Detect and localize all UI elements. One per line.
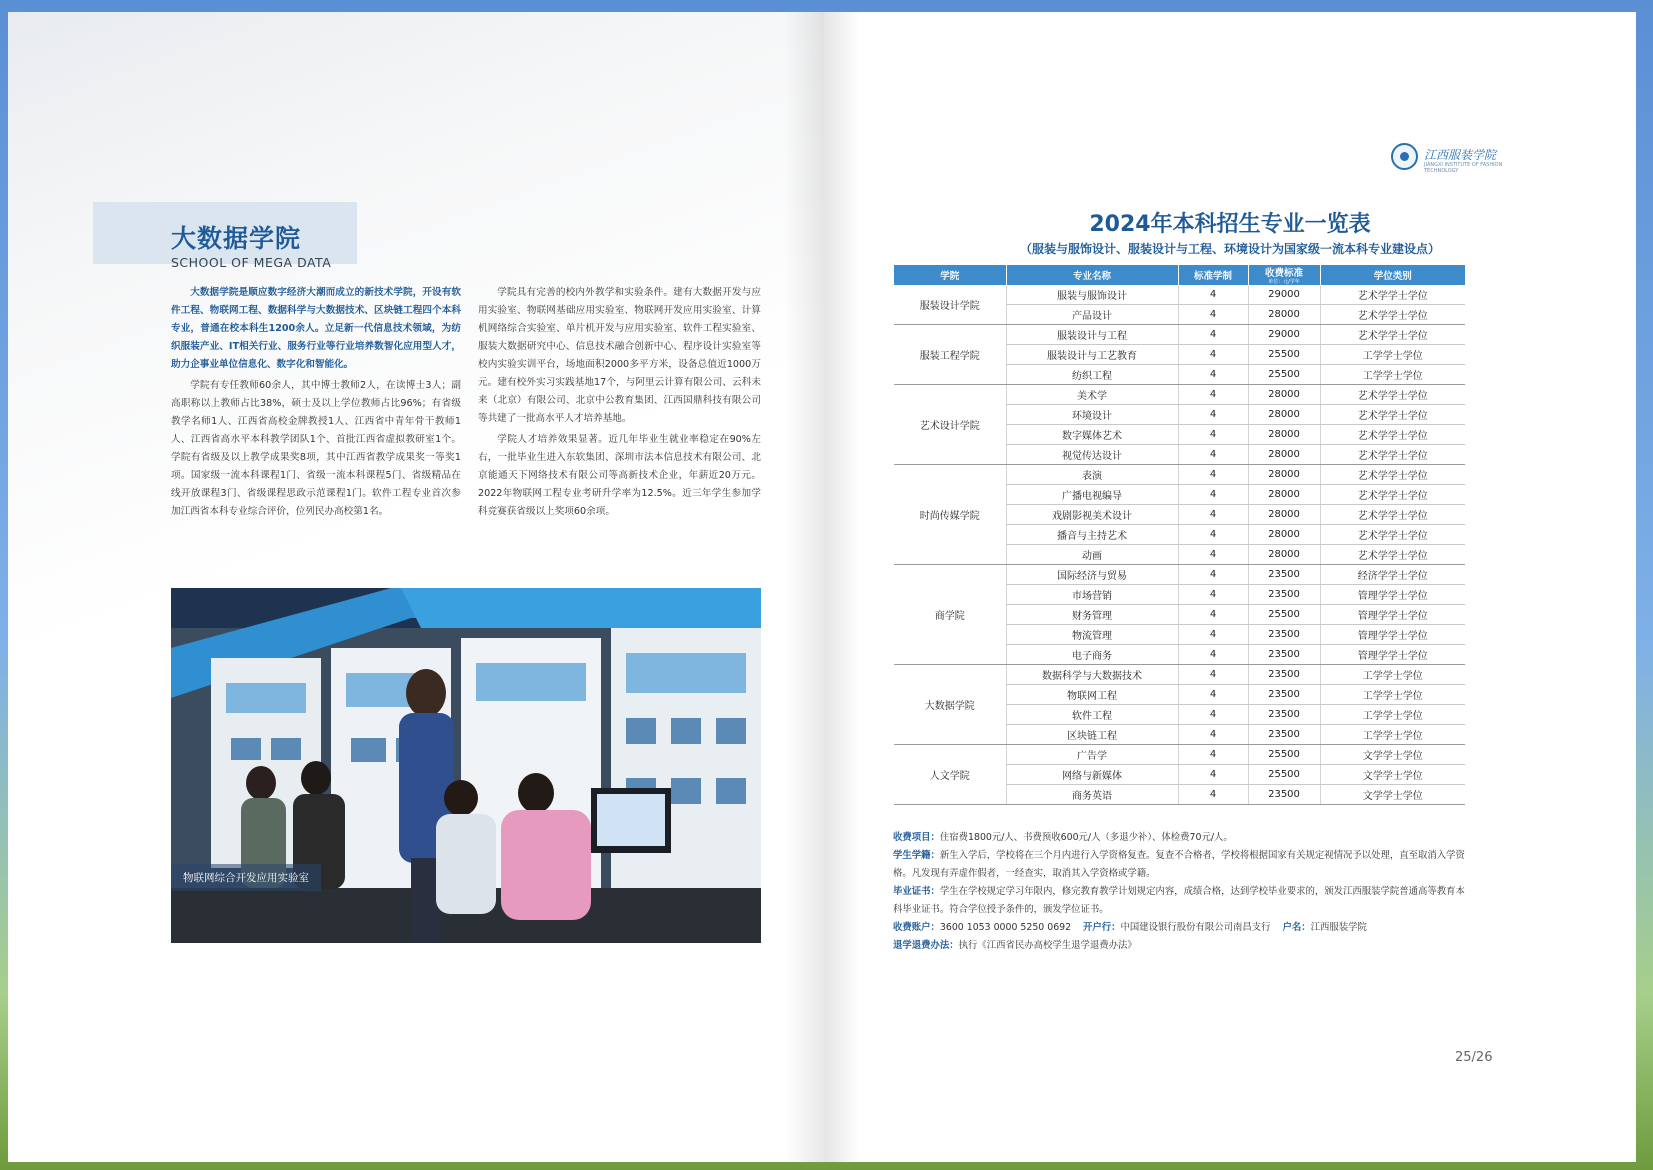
table-body: [894, 285, 1465, 805]
fee-cell: 23500: [1248, 725, 1320, 745]
fee-cell: 29000: [1248, 325, 1320, 345]
major-cell: 纺织工程: [1006, 365, 1178, 385]
note-refund: 退学退费办法：执行《江西省民办高校学生退学退费办法》: [893, 940, 1137, 951]
fee-cell: 25500: [1248, 365, 1320, 385]
major-cell: 物联网工程: [1006, 685, 1178, 705]
table-row: [894, 385, 1465, 405]
photo-caption: 物联网综合开发应用实验室: [171, 864, 321, 891]
faculty-paragraph: 学院有专任教师60余人，其中博士教师2人，在读博士3人；副高职称以上教师占比38%，硕士及以上学位教师占比96%；有省级教学名师1人、江西省高校金牌教授1人、江西省中青年骨干教师1人、江西省高水平本科教学团队1个、首批江西省虚拟教研室1个。学院有省级及以上教学成果奖8项，其中江西省教学成果奖一等奖1项。国家级一流本科课程1门、省级一流本科课程5门、省级精品在线开放课程3门、省级课程思政示范课程1门。软件工程专业首次参加江西省本科专业综合评价，位列民办高校第1名。: [171, 380, 461, 517]
fee-cell: 23500: [1248, 645, 1320, 665]
fee-cell: 28000: [1248, 525, 1320, 545]
table-row: [894, 465, 1465, 485]
header-duration: 标准学制: [1178, 265, 1248, 285]
college-cell: 服装工程学院: [894, 325, 1006, 385]
college-logo: [1391, 143, 1511, 173]
duration-cell: 4: [1178, 525, 1248, 545]
degree-cell: 艺术学学士学位: [1320, 405, 1465, 425]
degree-cell: 工学学士学位: [1320, 665, 1465, 685]
degree-cell: 艺术学学士学位: [1320, 545, 1465, 565]
fee-cell: 25500: [1248, 345, 1320, 365]
fee-cell: 28000: [1248, 545, 1320, 565]
degree-cell: 艺术学学士学位: [1320, 525, 1465, 545]
duration-cell: 4: [1178, 365, 1248, 385]
header-degree: 学位类别: [1320, 265, 1465, 285]
college-cell: 服装设计学院: [894, 285, 1006, 325]
fee-cell: 25500: [1248, 765, 1320, 785]
fee-cell: 23500: [1248, 685, 1320, 705]
left-page: [8, 12, 824, 1162]
text-column-2: [478, 284, 761, 524]
degree-cell: 艺术学学士学位: [1320, 425, 1465, 445]
major-cell: 环境设计: [1006, 405, 1178, 425]
right-page: [824, 12, 1636, 1162]
duration-cell: 4: [1178, 345, 1248, 365]
header-fee-unit: 单位：元/学年: [1268, 279, 1300, 285]
fee-cell: 23500: [1248, 585, 1320, 605]
table-row: [894, 745, 1465, 765]
major-cell: 服装与服饰设计: [1006, 285, 1178, 305]
degree-cell: 文学学士学位: [1320, 765, 1465, 785]
gutter-shadow: [784, 12, 824, 1162]
duration-cell: 4: [1178, 705, 1248, 725]
duration-cell: 4: [1178, 425, 1248, 445]
duration-cell: 4: [1178, 625, 1248, 645]
major-cell: 美术学: [1006, 385, 1178, 405]
outcomes-paragraph: 学院人才培养效果显著。近几年毕业生就业率稳定在90%左右，一批毕业生进入东软集团、深圳市法本信息技术有限公司、北京能通天下网络技术有限公司等高新技术企业，年薪近20万元。2022年物联网工程专业考研升学率为12.5%。近三年学生参加学科竞赛获省级以上奖项60余项。: [478, 434, 761, 517]
degree-cell: 文学学士学位: [1320, 785, 1465, 805]
text-column-1: [171, 284, 461, 524]
duration-cell: 4: [1178, 325, 1248, 345]
degree-cell: 艺术学学士学位: [1320, 385, 1465, 405]
duration-cell: 4: [1178, 285, 1248, 305]
header-fee-label: 收费标准: [1264, 268, 1303, 279]
table-row: [894, 665, 1465, 685]
major-cell: 广播电视编导: [1006, 485, 1178, 505]
major-cell: 表演: [1006, 465, 1178, 485]
fee-cell: 23500: [1248, 625, 1320, 645]
emblem-icon: [1391, 143, 1418, 170]
degree-cell: 管理学学士学位: [1320, 585, 1465, 605]
degree-cell: 艺术学学士学位: [1320, 325, 1465, 345]
fee-cell: 23500: [1248, 665, 1320, 685]
duration-cell: 4: [1178, 545, 1248, 565]
college-cell: 时尚传媒学院: [894, 465, 1006, 565]
header-fee: [1248, 265, 1320, 285]
intro-paragraph: 大数据学院是顺应数字经济大潮而成立的新技术学院，开设有软件工程、物联网工程、数据科学与大数据技术、区块链工程四个本科专业，普通在校本科生1200余人。立足新一代信息技术领域，为纺织服装产业、IT相关行业、服务行业等行业培养数智化应用型人才，助力企事业单位信息化、数字化和智能化。: [171, 287, 461, 370]
fee-cell: 28000: [1248, 445, 1320, 465]
table-row: [894, 285, 1465, 305]
duration-cell: 4: [1178, 765, 1248, 785]
major-cell: 产品设计: [1006, 305, 1178, 325]
duration-cell: 4: [1178, 745, 1248, 765]
logo-text: 江西服装学院: [1424, 148, 1497, 162]
major-cell: 区块链工程: [1006, 725, 1178, 745]
school-title-en: SCHOOL OF MEGA DATA: [171, 255, 332, 270]
table-header-row: [894, 265, 1465, 285]
table-subtitle: （服装与服饰设计、服装设计与工程、环境设计为国家级一流本科专业建设点）: [1019, 242, 1440, 256]
note-diploma: 毕业证书：学生在学校规定学习年限内，修完教育教学计划规定内容，成绩合格，达到学校毕业要求的，颁发江西服装学院普通高等教育本科毕业证书。符合学位授予条件的，颁发学位证书。: [893, 886, 1465, 915]
notes: [893, 829, 1468, 955]
logo-subtext: JIANGXI INSTITUTE OF FASHION TECHNOLOGY: [1424, 162, 1503, 174]
major-cell: 数据科学与大数据技术: [1006, 665, 1178, 685]
college-cell: 大数据学院: [894, 665, 1006, 745]
table-row: [894, 325, 1465, 345]
fee-cell: 28000: [1248, 405, 1320, 425]
fee-cell: 28000: [1248, 385, 1320, 405]
lab-photo: [171, 588, 761, 943]
degree-cell: 管理学学士学位: [1320, 605, 1465, 625]
fee-cell: 23500: [1248, 565, 1320, 585]
major-cell: 电子商务: [1006, 645, 1178, 665]
duration-cell: 4: [1178, 585, 1248, 605]
duration-cell: 4: [1178, 565, 1248, 585]
major-cell: 戏剧影视美术设计: [1006, 505, 1178, 525]
facilities-paragraph: 学院具有完善的校内外教学和实验条件。建有大数据开发与应用实验室、物联网基础应用实验室、物联网开发应用实验室、计算机网络综合实验室、单片机开发与应用实验室、软件工程实验室、服装大数据研究中心、信息技术融合创新中心、程序设计实验室等校内实验实训平台，场地面积2000多平方米，设备总值近1000万元。建有校外实习实践基地17个，与阿里云计算有限公司、云科未来（北京）有限公司、北京中公教育集团、江西国鼎科技有限公司等共建了一批高水平人才培养基地。: [478, 287, 761, 424]
degree-cell: 管理学学士学位: [1320, 645, 1465, 665]
college-cell: 艺术设计学院: [894, 385, 1006, 465]
duration-cell: 4: [1178, 385, 1248, 405]
note-fees: 收费项目：住宿费1800元/人、书费预收600元/人（多退少补）、体检费70元/人。: [893, 832, 1233, 843]
majors-table: [894, 265, 1465, 805]
major-cell: 软件工程: [1006, 705, 1178, 725]
degree-cell: 艺术学学士学位: [1320, 465, 1465, 485]
degree-cell: 经济学学士学位: [1320, 565, 1465, 585]
note-account: 收费账户：3600 1053 0000 5250 0692 开户行：中国建设银行股份有限公司南昌支行 户名：江西服装学院: [893, 922, 1367, 933]
major-cell: 商务英语: [1006, 785, 1178, 805]
duration-cell: 4: [1178, 665, 1248, 685]
duration-cell: 4: [1178, 505, 1248, 525]
college-cell: 商学院: [894, 565, 1006, 665]
fee-cell: 25500: [1248, 745, 1320, 765]
major-cell: 广告学: [1006, 745, 1178, 765]
fee-cell: 29000: [1248, 285, 1320, 305]
duration-cell: 4: [1178, 725, 1248, 745]
major-cell: 国际经济与贸易: [1006, 565, 1178, 585]
fee-cell: 23500: [1248, 785, 1320, 805]
note-status: 学生学籍：新生入学后，学校将在三个月内进行入学资格复查。复查不合格者，学校将根据国家有关规定视情况予以处理，直至取消入学资格。凡发现有弄虚作假者，一经查实，取消其入学资格或学籍。: [893, 850, 1465, 879]
duration-cell: 4: [1178, 785, 1248, 805]
major-cell: 网络与新媒体: [1006, 765, 1178, 785]
degree-cell: 工学学士学位: [1320, 705, 1465, 725]
duration-cell: 4: [1178, 485, 1248, 505]
degree-cell: 艺术学学士学位: [1320, 305, 1465, 325]
duration-cell: 4: [1178, 445, 1248, 465]
degree-cell: 工学学士学位: [1320, 725, 1465, 745]
header-major: 专业名称: [1006, 265, 1178, 285]
fee-cell: 25500: [1248, 605, 1320, 625]
major-cell: 视觉传达设计: [1006, 445, 1178, 465]
fee-cell: 28000: [1248, 485, 1320, 505]
duration-cell: 4: [1178, 465, 1248, 485]
table-title: 2024年本科招生专业一览表: [1089, 212, 1371, 237]
degree-cell: 艺术学学士学位: [1320, 445, 1465, 465]
major-cell: 财务管理: [1006, 605, 1178, 625]
fee-cell: 23500: [1248, 705, 1320, 725]
major-cell: 服装设计与工程: [1006, 325, 1178, 345]
major-cell: 动画: [1006, 545, 1178, 565]
degree-cell: 工学学士学位: [1320, 345, 1465, 365]
major-cell: 市场营销: [1006, 585, 1178, 605]
fee-cell: 28000: [1248, 425, 1320, 445]
header-college: 学院: [894, 265, 1006, 285]
degree-cell: 管理学学士学位: [1320, 625, 1465, 645]
degree-cell: 艺术学学士学位: [1320, 485, 1465, 505]
fee-cell: 28000: [1248, 465, 1320, 485]
major-cell: 服装设计与工艺教育: [1006, 345, 1178, 365]
college-cell: 人文学院: [894, 745, 1006, 805]
duration-cell: 4: [1178, 405, 1248, 425]
degree-cell: 文学学士学位: [1320, 745, 1465, 765]
major-cell: 播音与主持艺术: [1006, 525, 1178, 545]
fee-cell: 28000: [1248, 505, 1320, 525]
duration-cell: 4: [1178, 645, 1248, 665]
degree-cell: 艺术学学士学位: [1320, 505, 1465, 525]
page-number: 25/26: [1455, 1050, 1493, 1065]
duration-cell: 4: [1178, 305, 1248, 325]
fee-cell: 28000: [1248, 305, 1320, 325]
school-title: 大数据学院: [171, 224, 302, 253]
table-row: [894, 565, 1465, 585]
degree-cell: 工学学士学位: [1320, 685, 1465, 705]
degree-cell: 工学学士学位: [1320, 365, 1465, 385]
duration-cell: 4: [1178, 685, 1248, 705]
duration-cell: 4: [1178, 605, 1248, 625]
degree-cell: 艺术学学士学位: [1320, 285, 1465, 305]
major-cell: 物流管理: [1006, 625, 1178, 645]
major-cell: 数字媒体艺术: [1006, 425, 1178, 445]
gutter-shadow: [824, 12, 860, 1162]
